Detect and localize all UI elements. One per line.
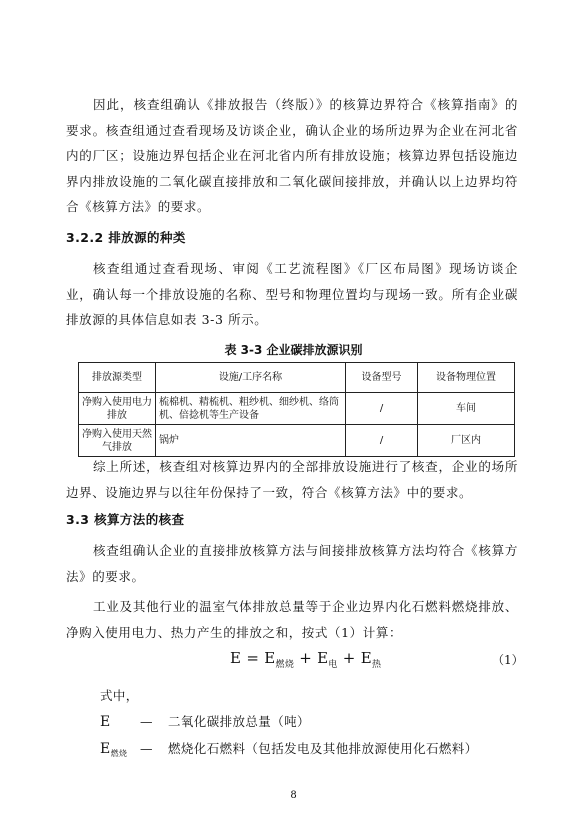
equation-number: （1）	[492, 653, 524, 667]
column-header: 排放源类型	[79, 363, 156, 393]
formula-lhs: E	[230, 649, 242, 667]
table-row	[79, 393, 515, 425]
table-cell: 锅炉	[156, 425, 346, 457]
formula-equals: =	[241, 649, 265, 667]
formula-plus: +	[294, 649, 318, 667]
definition-row	[100, 712, 310, 731]
table-cell: 净购入使用电力排放	[79, 393, 156, 425]
definition-symbol: $E_{燃烧}$	[100, 741, 128, 758]
paragraph-method-check: 核查组确认企业的直接排放核算方法与间接排放核算方法均符合《核算方法》的要求。	[66, 543, 518, 584]
column-header: 设备型号	[346, 363, 418, 393]
column-header: 设备物理位置	[418, 363, 515, 393]
table-cell: 梳棉机、精梳机、粗纱机、细纱机、络筒机、倍捻机等生产设备	[156, 393, 346, 425]
paragraph-boundary-confirmation: 因此，核查组确认《排放报告（终版）》的核算边界符合《核算指南》的要求。核查组通过查看现场及访谈企业，确认企业的场所边界为企业在河北省内的厂区；设施边界包括企业在河北省内所有排放设施；核算边界包括设施边界内排放设施的二氧化碳直接排放和二氧化碳间接排放，并确认以上边界均符合《核算方法》的要求。	[66, 97, 518, 215]
paragraph-emission-sources: 核查组通过查看现场、审阅《工艺流程图》《厂区布局图》现场访谈企业，确认每一个排放设施的名称、型号和物理位置均与现场一致。所有企业碳排放源的具体信息如表 3-3 所示。	[66, 261, 518, 328]
definition-text: 燃烧化石燃料（包括发电及其他排放源使用化石燃料）	[168, 741, 478, 756]
formula-term: E	[264, 649, 276, 667]
formula-term: E	[317, 649, 329, 667]
formula-subscript: 燃烧	[275, 660, 295, 670]
definition-symbol: E	[100, 714, 111, 730]
definition-dash: —	[140, 714, 153, 729]
table-cell: /	[346, 425, 418, 457]
where-label: 式中，	[100, 688, 139, 703]
formula-plus: +	[337, 649, 361, 667]
emission-source-table	[78, 362, 515, 457]
column-header: 设施/工序名称	[156, 363, 346, 393]
section-heading-3-2-2: 3.2.2 排放源的种类	[66, 230, 186, 245]
table-row	[79, 425, 515, 457]
formula-subscript: 热	[371, 660, 382, 670]
table-caption: 表 3-3 企业碳排放源识别	[224, 343, 363, 357]
table-cell: 车间	[418, 393, 515, 425]
table-cell: 厂区内	[418, 425, 515, 457]
emission-formula	[230, 649, 381, 670]
definition-dash: —	[140, 741, 153, 756]
definition-row	[100, 739, 478, 759]
paragraph-total-emission: 工业及其他行业的温室气体排放总量等于企业边界内化石燃料燃烧排放、净购入使用电力、热力产生的排放之和，按式（1）计算：	[66, 599, 518, 640]
definition-text: 二氧化碳排放总量（吨）	[168, 714, 310, 729]
page-number: 8	[290, 790, 297, 801]
table-header-row	[79, 363, 515, 393]
table-cell: /	[346, 393, 418, 425]
paragraph-summary: 综上所述，核查组对核算边界内的全部排放设施进行了核查，企业的场所边界、设施边界与以往年份保持了一致，符合《核算方法》中的要求。	[66, 459, 518, 500]
section-heading-3-3: 3.3 核算方法的核查	[66, 512, 185, 527]
formula-subscript: 电	[328, 660, 338, 670]
formula-term: E	[360, 649, 372, 667]
table-cell: 净购入使用天然气排放	[79, 425, 156, 457]
